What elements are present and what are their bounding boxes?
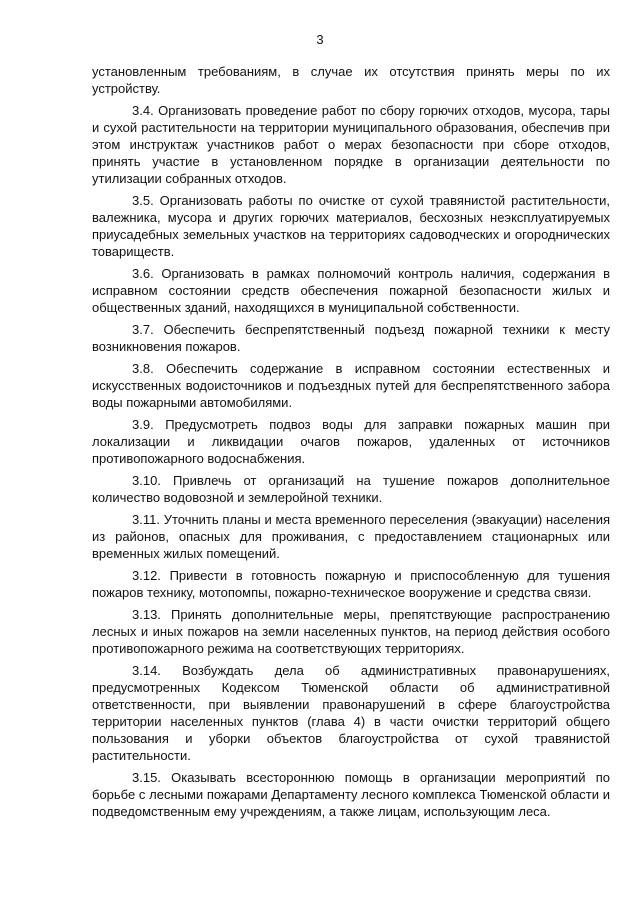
paragraph-3-8: 3.8. Обеспечить содержание в исправном состоянии естественных и искусственных водоисточников и подъездных путей для беспрепятственного забора воды пожарными автомобилями. <box>92 361 610 410</box>
paragraph-3-12: 3.12. Привести в готовность пожарную и приспособленную для тушения пожаров технику, мотопомпы, пожарно-техническое вооружение и средства связи. <box>92 568 610 600</box>
paragraph-3-10: 3.10. Привлечь от организаций на тушение пожаров дополнительное количество водовозной и землеройной техники. <box>92 473 610 505</box>
paragraph-3-9: 3.9. Предусмотреть подвоз воды для заправки пожарных машин при локализации и ликвидации очагов пожаров, удаленных от источников противопожарного водоснабжения. <box>92 417 610 466</box>
paragraph-3-13: 3.13. Принять дополнительные меры, препятствующие распространению лесных и иных пожаров на земли населенных пунктов, на период действия особого противопожарного режима на соответствующих территориях. <box>92 607 610 656</box>
paragraph-3-11: 3.11. Уточнить планы и места временного переселения (эвакуации) населения из районов, опасных для проживания, с предоставлением стационарных или временных жилых помещений. <box>92 512 610 561</box>
paragraph-3-14: 3.14. Возбуждать дела об административных правонарушениях, предусмотренных Кодексом Тюменской области об административной ответственности, при выявлении правонарушений в сфере благоустройства территории населенных пунктов (глава 4) в части очистки территорий общего пользования и уборки объектов благоустройства от сухой травянистой растительности. <box>92 663 610 763</box>
paragraph-3-6: 3.6. Организовать в рамках полномочий контроль наличия, содержания в исправном состоянии средств обеспечения пожарной безопасности жилых и общественных зданий, находящихся в муниципальной собственности. <box>92 266 610 315</box>
paragraph-3-4: 3.4. Организовать проведение работ по сбору горючих отходов, мусора, тары и сухой растительности на территории муниципального образования, обеспечив при этом инструктаж участников работ о мерах безопасности при сборе отходов, принять участие в установленном порядке в организации деятельности по утилизации собранных отходов. <box>92 103 610 186</box>
paragraph-continuation: установленным требованиям, в случае их отсутствия принять меры по их устройству. <box>92 64 610 96</box>
page-number: 3 <box>316 32 324 47</box>
paragraph-3-5: 3.5. Организовать работы по очистке от сухой травянистой растительности, валежника, мусора и других горючих материалов, бесхозных неэксплуатируемых приусадебных земельных участков на территориях садоводческих и огороднических товариществ. <box>92 193 610 259</box>
paragraph-3-7: 3.7. Обеспечить беспрепятственный подъезд пожарной техники к месту возникновения пожаров. <box>92 322 610 354</box>
document-body <box>92 63 610 825</box>
paragraph-3-15: 3.15. Оказывать всестороннюю помощь в организации мероприятий по борьбе с лесными пожарами Департаменту лесного комплекса Тюменской области и подведомственным ему учреждениям, а также лицам, использующим леса. <box>92 770 610 819</box>
